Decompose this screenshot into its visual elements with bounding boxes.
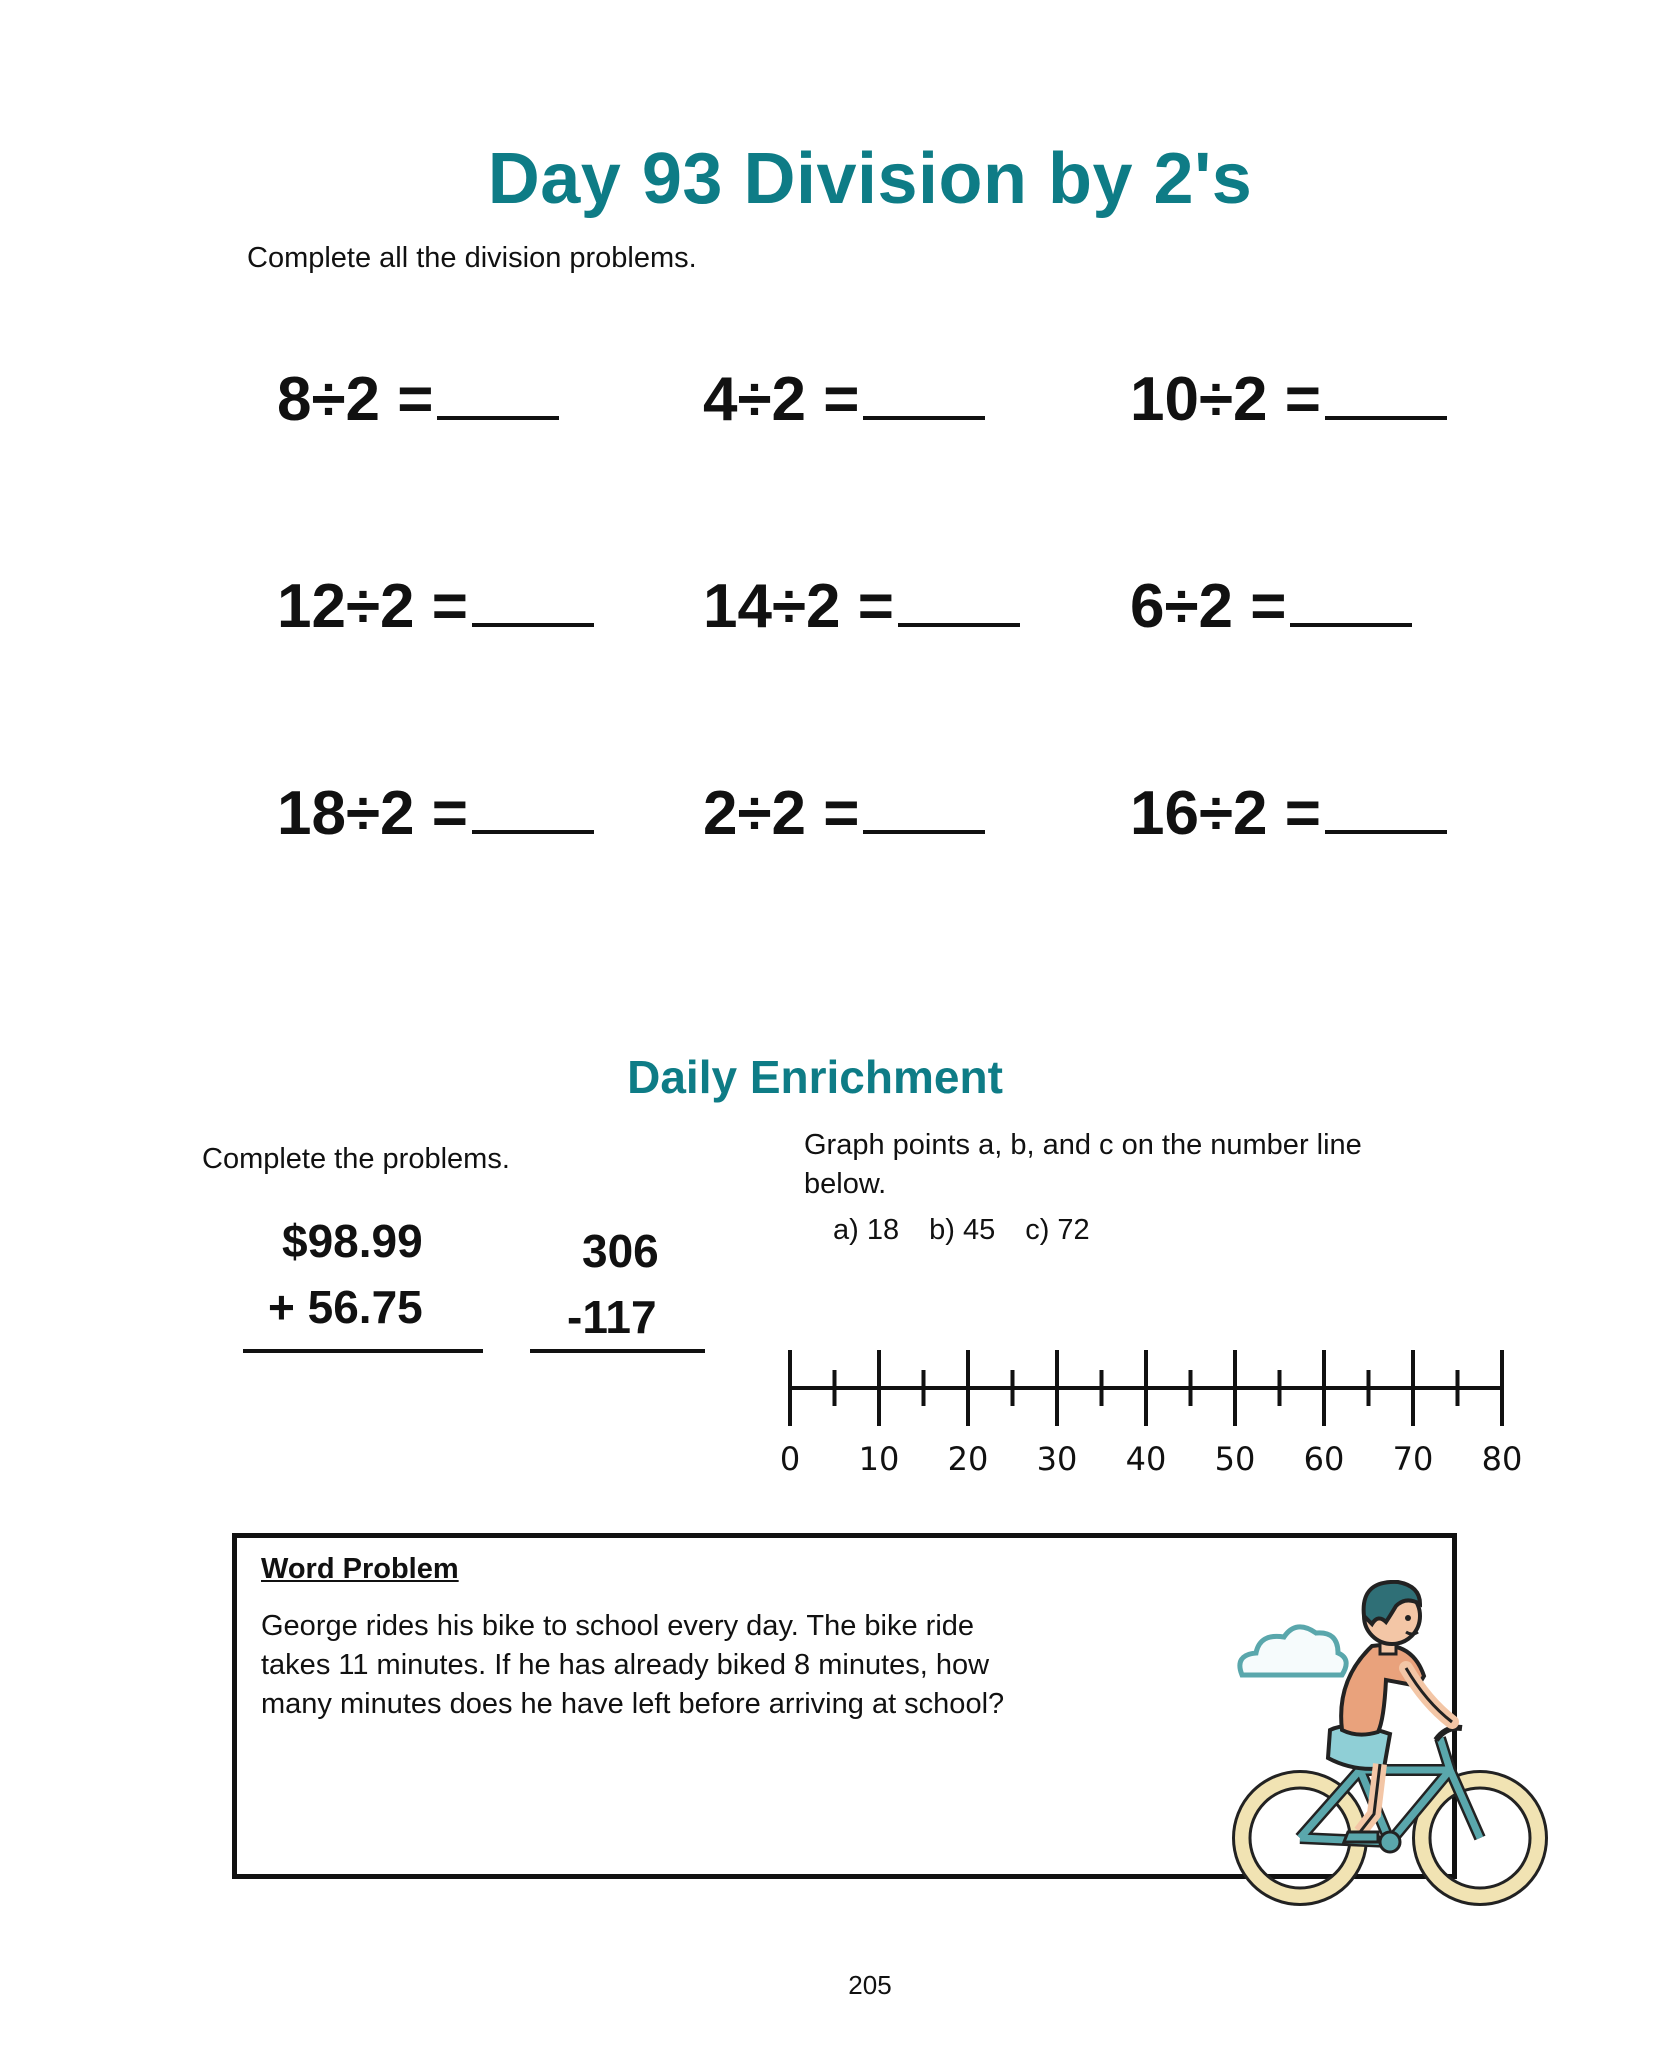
problem-text: 8÷2 = <box>277 365 434 434</box>
page-number: 205 <box>848 1970 892 2000</box>
answer-blank[interactable] <box>863 366 985 420</box>
problem-text: 6÷2 = <box>1130 572 1287 641</box>
enrichment-left-instruction: Complete the problems. <box>202 1143 510 1175</box>
number-line-label: 60 <box>1303 1440 1345 1478</box>
subtraction-bottom: -117 <box>567 1291 657 1343</box>
enrichment-title: Daily Enrichment <box>627 1051 1003 1103</box>
problem-text: 4÷2 = <box>703 365 860 434</box>
graph-instruction: Graph points a, b, and c on the number line below. <box>804 1129 1362 1200</box>
answer-blank[interactable] <box>898 573 1020 627</box>
answer-blank[interactable] <box>437 366 559 420</box>
division-instruction: Complete all the division problems. <box>247 242 697 274</box>
cloud-icon <box>1240 1627 1346 1675</box>
division-problem <box>1130 364 1447 435</box>
page-title: Day 93 Division by 2's <box>487 139 1253 219</box>
problem-text: 10÷2 = <box>1130 365 1321 434</box>
problem-text: 2÷2 = <box>703 779 860 848</box>
word-problem-text: George rides his bike to school every day. The bike ride takes 11 minutes. If he has already biked 8 minutes, how many minutes does he have left before arriving at school? <box>261 1610 1005 1720</box>
subtraction-answer-line <box>530 1349 705 1353</box>
number-line[interactable] <box>780 1320 1540 1480</box>
answer-blank[interactable] <box>1325 780 1447 834</box>
boy-riding-bicycle-icon <box>1230 1580 1560 1910</box>
point-c: c) 72 <box>1025 1214 1090 1246</box>
point-options <box>833 1214 1120 1247</box>
division-problem <box>277 571 594 642</box>
division-problem <box>1130 571 1412 642</box>
problem-text: 18÷2 = <box>277 779 468 848</box>
division-problem <box>277 778 594 849</box>
number-line-label: 50 <box>1214 1440 1256 1478</box>
number-line-label: 80 <box>1481 1440 1523 1478</box>
division-problem <box>703 778 985 849</box>
point-b: b) 45 <box>929 1214 996 1246</box>
number-line-label: 70 <box>1392 1440 1434 1478</box>
number-line-label: 30 <box>1036 1440 1078 1478</box>
division-problem <box>703 571 1020 642</box>
division-problem <box>1130 778 1447 849</box>
division-problem <box>277 364 559 435</box>
answer-blank[interactable] <box>472 780 594 834</box>
word-problem-title: Word Problem <box>261 1553 459 1585</box>
answer-blank[interactable] <box>863 780 985 834</box>
point-a: a) 18 <box>833 1214 900 1246</box>
number-line-label: 40 <box>1125 1440 1167 1478</box>
subtraction-top: 306 <box>582 1225 659 1277</box>
addition-top: $98.99 <box>282 1215 423 1267</box>
addition-bottom: + 56.75 <box>268 1281 423 1333</box>
number-line-label: 20 <box>947 1440 989 1478</box>
answer-blank[interactable] <box>472 573 594 627</box>
problem-text: 14÷2 = <box>703 572 894 641</box>
problem-text: 16÷2 = <box>1130 779 1321 848</box>
answer-blank[interactable] <box>1290 573 1412 627</box>
problem-text: 12÷2 = <box>277 572 468 641</box>
addition-answer-line <box>243 1349 483 1353</box>
number-line-label: 0 <box>780 1440 801 1478</box>
division-problem <box>703 364 985 435</box>
answer-blank[interactable] <box>1325 366 1447 420</box>
number-line-label: 10 <box>858 1440 900 1478</box>
